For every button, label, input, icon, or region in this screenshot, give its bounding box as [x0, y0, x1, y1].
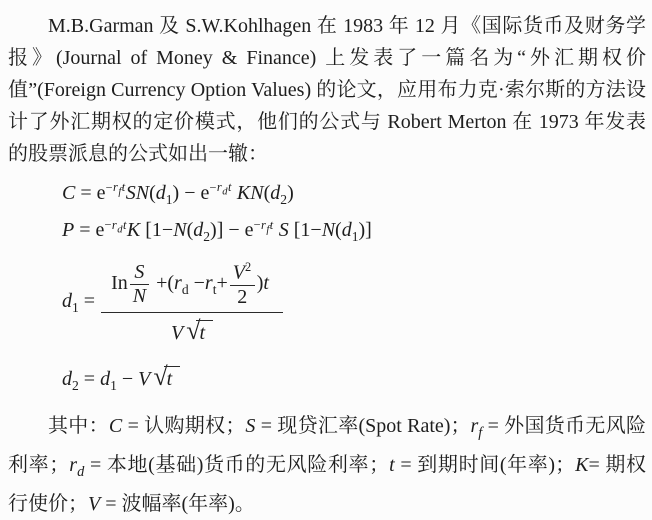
- d1-numerator: [101, 259, 283, 313]
- fraction-s-over-n: $\frac{S}{N}$: [130, 262, 149, 307]
- d1-tail: )t: [256, 272, 269, 295]
- call-price-equation: $C = e^{-r_ft}SN(d_1) - e^{-r_dt}$ $KN(d_2)$: [62, 180, 294, 207]
- ln-symbol: In: [111, 272, 128, 295]
- formula-d2: [62, 362, 646, 394]
- d1-fraction: [101, 259, 283, 346]
- formula-d1: [62, 259, 646, 346]
- radical: √t: [186, 316, 213, 346]
- d2-equation: $d_2 = d_1 - V$: [62, 367, 151, 393]
- volatility-symbol: V: [170, 321, 184, 344]
- formula-block: [62, 180, 646, 394]
- formula-call-price: [62, 180, 646, 208]
- d1-denominator: [101, 313, 283, 346]
- radical-sign: √: [186, 315, 201, 345]
- radical-sign: √: [153, 361, 168, 391]
- d1-middle-terms: $+(r_d -r_t+$: [151, 272, 228, 298]
- d1-lhs: $d_1$ =: [62, 289, 96, 315]
- fraction-v2-over-2: $\frac{V^2}{2}$: [230, 261, 255, 308]
- definitions-paragraph: 其中：C = 认购期权；S = 现贷汇率(Spot Rate)；$r_f$ = 外国货币无风险利率；$r_d$ = 本地(基础)货币的无风险利率；t = 到期时间(年率)；K= 期权行使价；V = 波幅率(年率)。: [8, 414, 646, 515]
- formula-put-price: [62, 218, 646, 246]
- put-price-equation: $P = e^{-r_dt}K$ $[1-N(d_2)] - e^{-r_ft}$ S $[1-N(d_1)]$: [62, 217, 372, 245]
- intro-paragraph: M.B.Garman 及 S.W.Kohlhagen 在 1983 年 12 月《国际货币及财务学报》(Journal of Money & Finance) 上发表了一篇名为“外汇期权价值”(Foreign Currency Option Values) 的论文，应用布力克·索尔斯的方法设计了外汇期权的定价模式，他们的公式与 Robert Merton 在 1973 年发表的股票派息的公式如出一辙：: [8, 15, 646, 165]
- radical: √t: [153, 362, 180, 392]
